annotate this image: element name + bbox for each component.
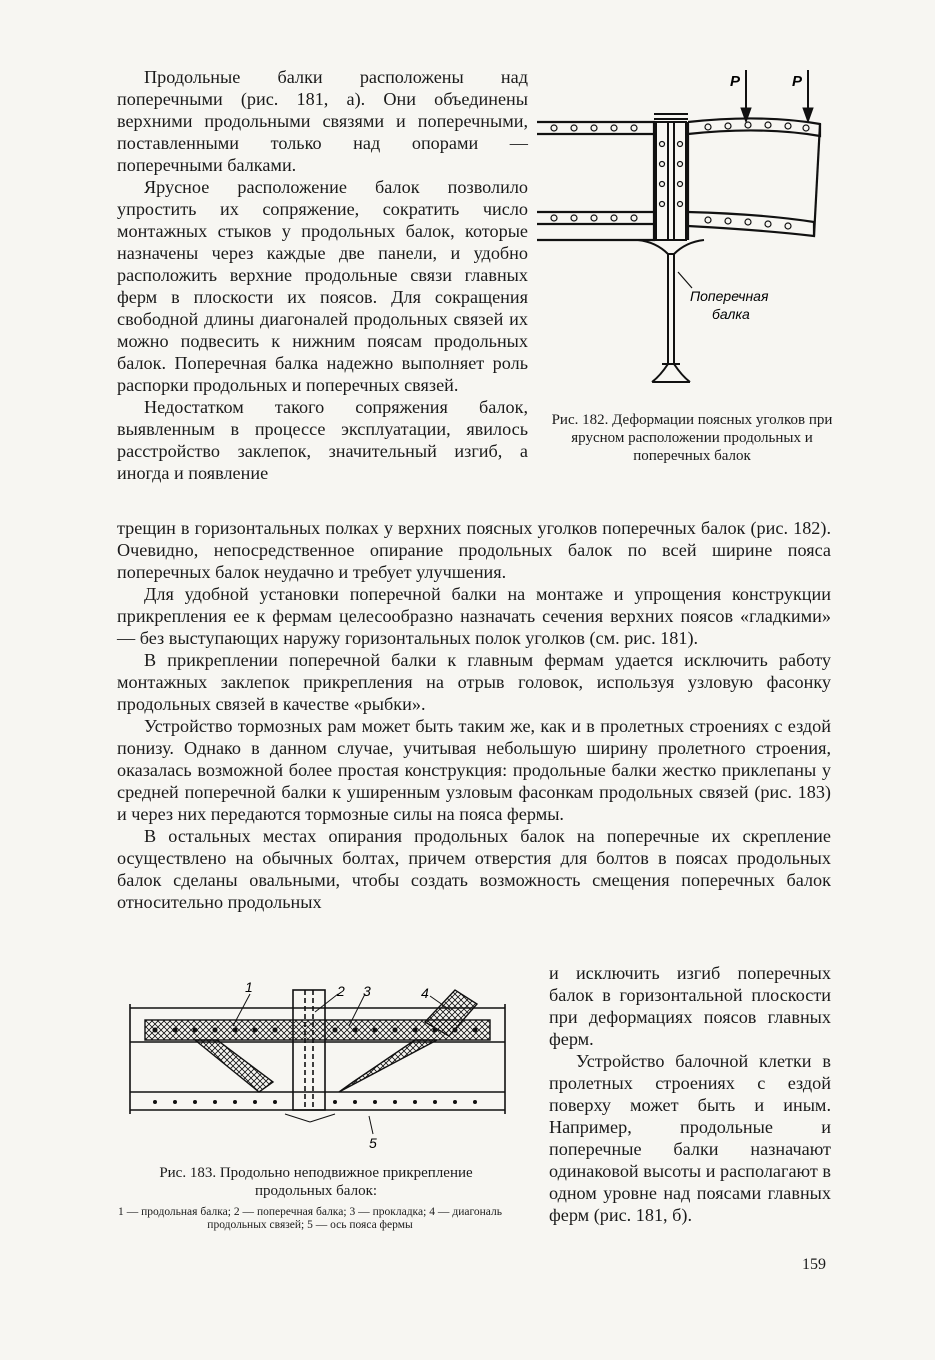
page-number: 159 <box>802 1256 826 1273</box>
figure-183 <box>125 982 510 1152</box>
load-label-2: P <box>792 73 803 90</box>
callout-3: 3 <box>363 983 371 999</box>
paragraph-8: Устройство балочной клетки в пролетных строениях с ездой поверху может быть и иным. Например, продольные и поперечные балки назначают одинаковой высоты и располагают в одном уровне над поясами главных ферм (рис. 181, б). <box>549 1051 831 1225</box>
paragraph-3-start: Недостатком такого сопряжения балок, выявленным в процессе эксплуатации, явилось расстройство заклепок, значительный изгиб, а иногда и появление <box>117 397 528 483</box>
figure-183-legend: 1 — продольная балка; 2 — поперечная балка; 3 — прокладка; 4 — диагональ продольных связей; 5 — ось пояса фермы <box>118 1206 502 1231</box>
callout-2: 2 <box>337 983 345 999</box>
load-arrows <box>741 70 813 122</box>
longitudinal-beams <box>537 118 820 240</box>
cross-beam <box>638 114 704 382</box>
left-column <box>117 66 528 484</box>
callout-1: 1 <box>245 982 253 995</box>
figure-183-caption: Рис. 183. Продольно неподвижное прикрепление продольных балок: <box>159 1165 473 1199</box>
full-width-block <box>117 517 831 913</box>
paragraph-4: Для удобной установки поперечной балки на монтаже и упрощения конструкции прикрепления ее к фермам целесообразно назначать сечения верхних поясов «гладкими» — без выступающих наружу горизонтальных полок уголков (см. рис. 181). <box>117 584 831 648</box>
annotation-line-1: Поперечная <box>690 288 769 304</box>
figure-182 <box>532 64 832 394</box>
paragraph-1: Продольные балки расположены над поперечными (рис. 181, а). Они объединены верхними продольными связями и поперечными, поставленными только над опорами — поперечными балками. <box>117 67 528 175</box>
load-label-1: P <box>730 73 741 90</box>
right-column-bottom <box>549 962 831 1226</box>
paragraph-7-start: В остальных местах опирания продольных балок на поперечные их скрепление осуществлено на обычных болтах, причем отверстия для болтов в поясах продольных балок сделаны овальными, чтобы создать возможность смещения поперечных балок относительно продольных <box>117 826 831 912</box>
callout-5: 5 <box>369 1135 377 1151</box>
annotation-leader <box>678 272 692 288</box>
diagonal-braces <box>195 990 477 1092</box>
callout-4: 4 <box>421 985 429 1001</box>
paragraph-7-end: и исключить изгиб поперечных балок в горизонтальной плоскости при деформациях поясов главных ферм. <box>549 963 831 1049</box>
figure-182-caption: Рис. 182. Деформации поясных уголков при ярусном расположении продольных и поперечных балок <box>551 412 833 464</box>
callout-leaders <box>233 994 450 1134</box>
annotation-line-2: балка <box>712 306 750 322</box>
paragraph-6: Устройство тормозных рам может быть таким же, как и в пролетных строениях с ездой понизу. Однако в данном случае, учитывая небольшую ширину пролетного строения, оказалась возможной более простая конструкция: продольные балки жестко приклепаны у средней поперечной балки к уширенным узловым фасонкам продольных связей (рис. 183) и через них передаются тормозные силы на пояса фермы. <box>117 716 831 824</box>
paragraph-3-end: трещин в горизонтальных полках у верхних поясных уголков поперечных балок (рис. 182). Очевидно, непосредственное опирание продольных балок по всей ширине пояса поперечных балок неудачно и требует улучшения. <box>117 518 831 582</box>
paragraph-2: Ярусное расположение балок позволило упростить их сопряжение, сократить число монтажных стыков у продольных балок, которые назначены через каждые две панели, и удобно расположить верхние продольные связи главных ферм в плоскости их поясов. Для сокращения свободной длины диагоналей продольных связей их можно подвесить к нижним поясам продольных балок. Поперечная балка надежно выполняет роль распорки продольных и поперечных связей. <box>117 177 528 395</box>
paragraph-5: В прикреплении поперечной балки к главным фермам удается исключить работу монтажных заклепок прикрепления на отрыв головок, используя узловую фасонку продольных связей в качестве «рыбки». <box>117 650 831 714</box>
